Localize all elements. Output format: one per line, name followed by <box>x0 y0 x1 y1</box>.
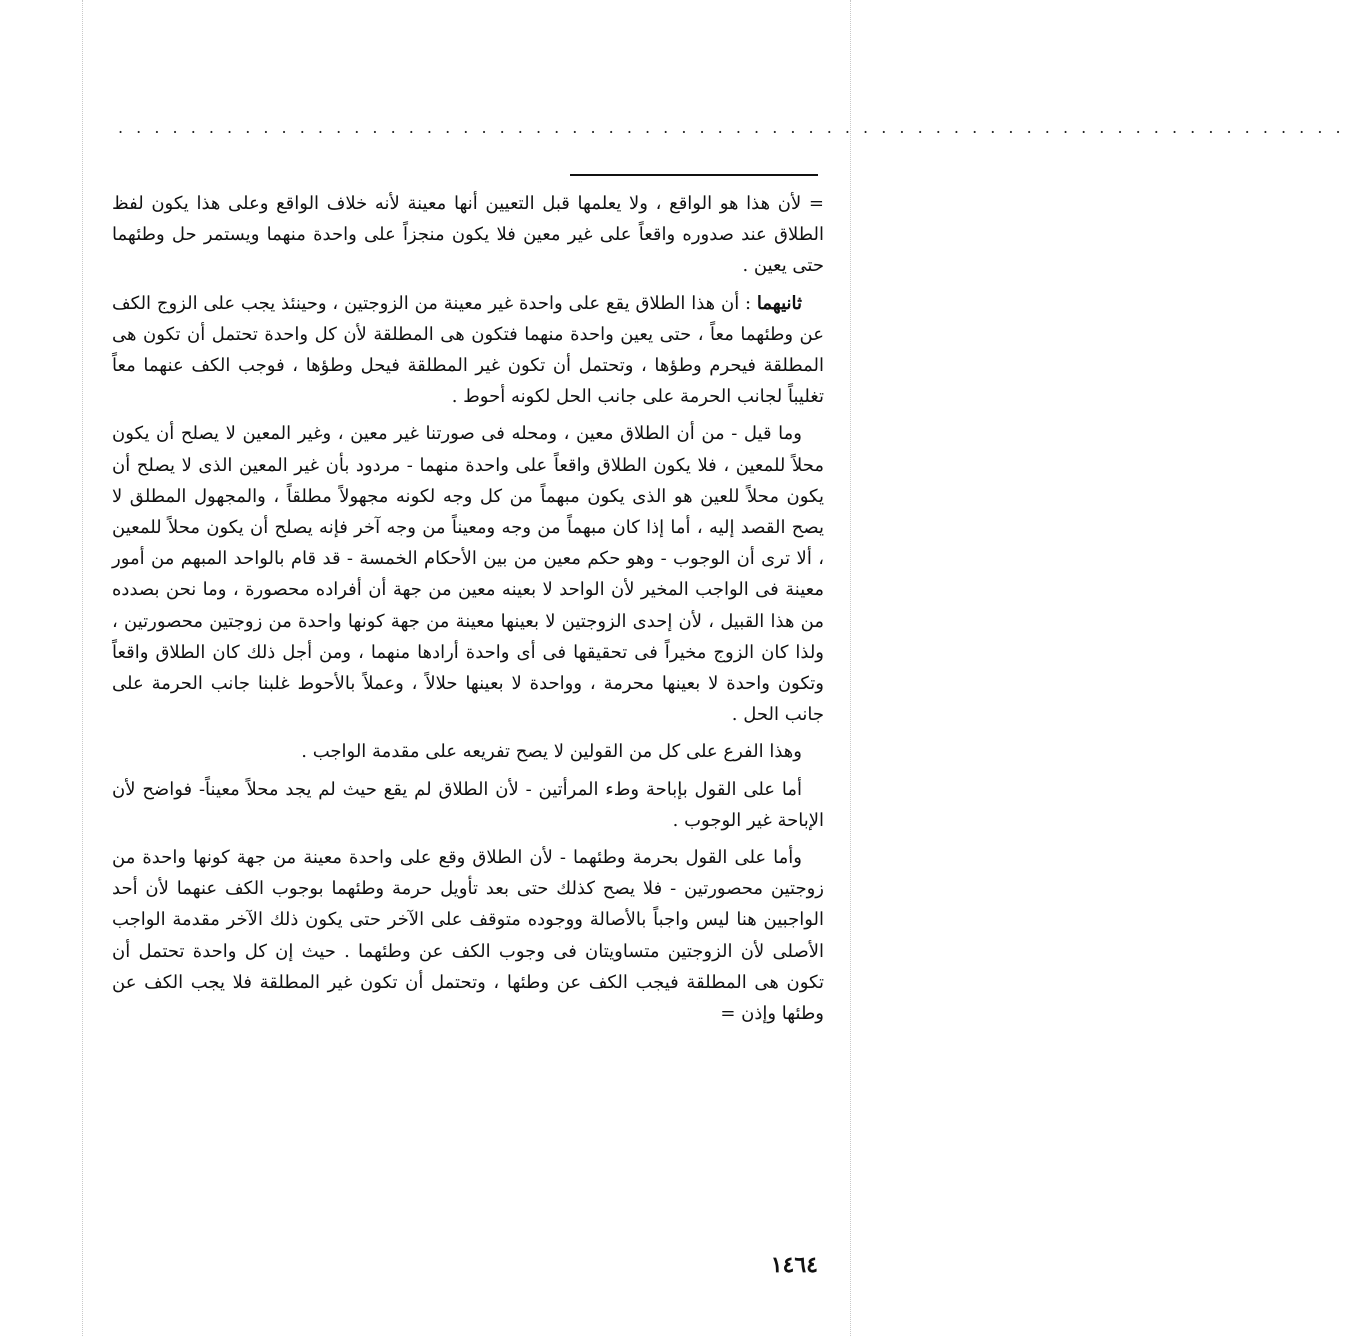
paragraph-1 <box>112 188 824 282</box>
scan-guide-line-right <box>850 0 851 1336</box>
footnote-rule <box>570 174 818 176</box>
paragraph-2-lead: ثانيهما <box>756 292 802 314</box>
paragraph-3 <box>112 418 824 730</box>
paragraph-2-text: : أن هذا الطلاق يقع على واحدة غير معينة من الزوجتين ، وحينئذ يجب على الزوج الكف عن وطئهما معاً ، حتى يعين واحدة منهما فتكون هى المطلقة لأن كل واحدة تحتمل أن تكون هى المطلقة فيحرم وطؤها ، وتحتمل أن تكون غير المطلقة فيحل وطؤها ، فوجب الكف عنهما معاً تغليباً لجانب الحرمة على جانب الحل لكونه أحوط . <box>112 292 824 408</box>
paragraph-4 <box>112 736 824 767</box>
paragraph-4-text: وهذا الفرع على كل من القولين لا يصح تفريعه على مقدمة الواجب . <box>301 741 802 763</box>
page-body <box>112 188 824 1035</box>
paragraph-5 <box>112 774 824 836</box>
paragraph-6 <box>112 842 824 1029</box>
paragraph-1-text: = لأن هذا هو الواقع ، ولا يعلمها قبل التعيين أنها معينة لأنه خلاف الواقع وعلى هذا يكون لفظ الطلاق عند صدوره واقعاً على غير معين فلا يكون منجزاً على واحدة منهما ويستمر حل وطئهما حتى يعين . <box>112 193 824 277</box>
paragraph-2 <box>112 288 824 413</box>
paragraph-6-text: وأما على القول بحرمة وطئهما - لأن الطلاق وقع على واحدة معينة من جهة كونها واحدة من زوجتين محصورتين - فلا يصح كذلك حتى بعد تأويل حرمة وطئهما بوجوب الكف عنهما لأن أحد الواجبين هنا ليس واجباً بالأصالة ووجوده متوقف على الآخر حتى يكون ذلك الآخر مقدمة الواجب الأصلى لأن الزوجتين متساويتان فى وجوب الكف عن وطئهما . حيث إن كل واحدة تحتمل أن تكون هى المطلقة فيجب الكف عن وطئها ، وتحتمل أن تكون غير المطلقة فلا يجب الكف عن وطئها وإذن = <box>112 847 825 1025</box>
page-number: ١٤٦٤ <box>770 1252 818 1278</box>
top-dotted-separator: . . . . . . . . . . . . . . . . . . . . . . . . . . . . . . . . . . . . . . . . . . . . . . . . . . . . . . . . . . . . . . . . . . . . <box>118 118 1345 137</box>
paragraph-3-text: وما قيل - من أن الطلاق معين ، ومحله فى صورتنا غير معين ، وغير المعين لا يصلح أن يكون محلاً للمعين ، فلا يكون الطلاق واقعاً على واحدة منهما - مردود بأن غير المعين الذى لا يصلح أن يكون محلاً للعين هو الذى يكون مبهماً من كل وجه لكونه مجهولاً مطلقاً ، والمجهول المطلق لا يصح القصد إليه ، أما إذا كان مبهماً من وجه ومعيناً من وجه آخر فإنه يصلح أن يكون محلاً للمعين ، ألا ترى أن الوجوب - وهو حكم معين من بين الأحكام الخمسة - قد قام بالواحد المبهم من أمور معينة فى الواجب المخير لأن الواحد لا بعينه معين من جهة أن أفراده محصورة ، وما نحن بصدده من هذا القبيل ، لأن إحدى الزوجتين لا بعينها معينة من جهة كونها واحدة من زوجتين محصورتين ، ولذا كان الزوج مخيراً فى تحقيقها فى أى واحدة أرادها منهما ، ومن أجل ذلك كان الطلاق واقعاً وتكون واحدة لا بعينها محرمة ، وواحدة لا بعينها حلالاً ، وعملاً بالأحوط غلبنا جانب الحرمة على جانب الحل . <box>112 423 824 726</box>
paragraph-5-text: أما على القول بإباحة وطء المرأتين - لأن الطلاق لم يقع حيث لم يجد محلاً معيناً- فواضح لأن الإباحة غير الوجوب . <box>112 778 824 831</box>
scan-guide-line-left <box>82 0 83 1336</box>
